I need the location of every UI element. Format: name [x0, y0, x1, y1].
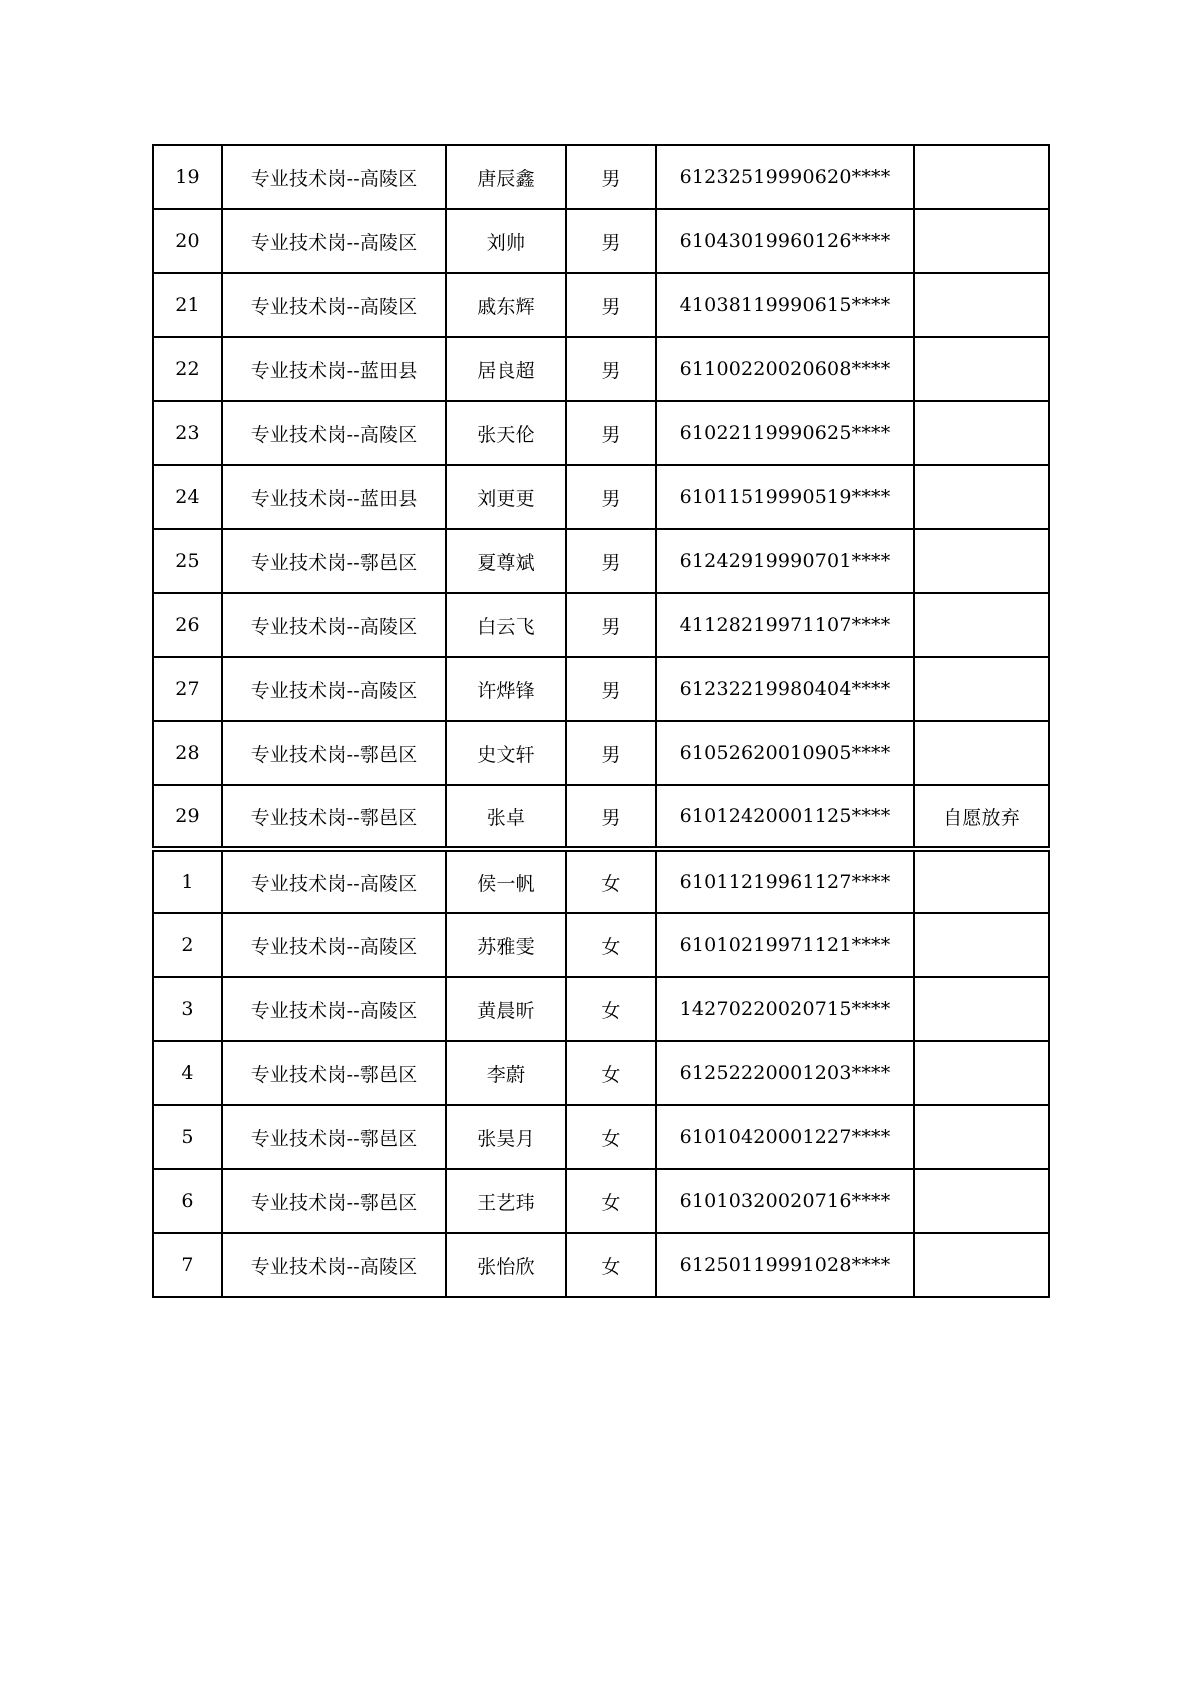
row-number-cell: 21 — [153, 273, 222, 337]
row-number-cell: 5 — [153, 1105, 222, 1169]
gender-cell: 女 — [566, 849, 656, 913]
table-row — [153, 1105, 1049, 1169]
table-row — [153, 145, 1049, 209]
remark-cell — [914, 1105, 1049, 1169]
remark-cell — [914, 1233, 1049, 1297]
candidate-name-cell: 李蔚 — [446, 1041, 566, 1105]
remark-cell — [914, 1169, 1049, 1233]
candidate-name-cell: 张昊月 — [446, 1105, 566, 1169]
table-row — [153, 849, 1049, 913]
candidate-name-cell: 张卓 — [446, 785, 566, 849]
row-number-cell: 27 — [153, 657, 222, 721]
post-name-cell: 专业技术岗--高陵区 — [222, 209, 446, 273]
candidate-name-cell: 张怡欣 — [446, 1233, 566, 1297]
gender-cell: 女 — [566, 913, 656, 977]
id-number-cell: 61022119990625**** — [656, 401, 914, 465]
id-number-cell: 61052620010905**** — [656, 721, 914, 785]
gender-cell: 女 — [566, 977, 656, 1041]
remark-cell — [914, 337, 1049, 401]
post-name-cell: 专业技术岗--高陵区 — [222, 145, 446, 209]
post-name-cell: 专业技术岗--蓝田县 — [222, 465, 446, 529]
row-number-cell: 19 — [153, 145, 222, 209]
remark-cell — [914, 593, 1049, 657]
remark-cell — [914, 849, 1049, 913]
row-number-cell: 24 — [153, 465, 222, 529]
candidate-name-cell: 史文轩 — [446, 721, 566, 785]
post-name-cell: 专业技术岗--高陵区 — [222, 401, 446, 465]
candidate-name-cell: 侯一帆 — [446, 849, 566, 913]
gender-cell: 男 — [566, 337, 656, 401]
candidate-name-cell: 黄晨昕 — [446, 977, 566, 1041]
id-number-cell: 61010320020716**** — [656, 1169, 914, 1233]
id-number-cell: 61100220020608**** — [656, 337, 914, 401]
row-number-cell: 26 — [153, 593, 222, 657]
row-number-cell: 2 — [153, 913, 222, 977]
gender-cell: 男 — [566, 721, 656, 785]
post-name-cell: 专业技术岗--高陵区 — [222, 273, 446, 337]
table-row — [153, 401, 1049, 465]
post-name-cell: 专业技术岗--高陵区 — [222, 657, 446, 721]
post-name-cell: 专业技术岗--鄠邑区 — [222, 1169, 446, 1233]
remark-cell — [914, 465, 1049, 529]
table-row — [153, 721, 1049, 785]
remark-cell — [914, 1041, 1049, 1105]
remark-cell — [914, 145, 1049, 209]
table-row — [153, 1169, 1049, 1233]
table-row — [153, 209, 1049, 273]
table-row — [153, 785, 1049, 849]
remark-cell: 自愿放弃 — [914, 785, 1049, 849]
post-name-cell: 专业技术岗--高陵区 — [222, 593, 446, 657]
candidate-name-cell: 居良超 — [446, 337, 566, 401]
post-name-cell: 专业技术岗--鄠邑区 — [222, 1105, 446, 1169]
candidate-name-cell: 刘帅 — [446, 209, 566, 273]
row-number-cell: 23 — [153, 401, 222, 465]
post-name-cell: 专业技术岗--鄠邑区 — [222, 529, 446, 593]
post-name-cell: 专业技术岗--高陵区 — [222, 849, 446, 913]
id-number-cell: 61250119991028**** — [656, 1233, 914, 1297]
remark-cell — [914, 913, 1049, 977]
row-number-cell: 7 — [153, 1233, 222, 1297]
id-number-cell: 61011519990519**** — [656, 465, 914, 529]
remark-cell — [914, 721, 1049, 785]
row-number-cell: 20 — [153, 209, 222, 273]
row-number-cell: 29 — [153, 785, 222, 849]
row-number-cell: 6 — [153, 1169, 222, 1233]
candidate-name-cell: 许烨锋 — [446, 657, 566, 721]
table-row — [153, 1233, 1049, 1297]
id-number-cell: 61010420001227**** — [656, 1105, 914, 1169]
candidate-name-cell: 唐辰鑫 — [446, 145, 566, 209]
table-row — [153, 529, 1049, 593]
row-number-cell: 4 — [153, 1041, 222, 1105]
post-name-cell: 专业技术岗--蓝田县 — [222, 337, 446, 401]
candidate-name-cell: 夏尊斌 — [446, 529, 566, 593]
candidate-name-cell: 白云飞 — [446, 593, 566, 657]
id-number-cell: 61043019960126**** — [656, 209, 914, 273]
row-number-cell: 25 — [153, 529, 222, 593]
gender-cell: 男 — [566, 401, 656, 465]
candidate-name-cell: 张天伦 — [446, 401, 566, 465]
id-number-cell: 41038119990615**** — [656, 273, 914, 337]
gender-cell: 女 — [566, 1169, 656, 1233]
gender-cell: 男 — [566, 209, 656, 273]
remark-cell — [914, 209, 1049, 273]
post-name-cell: 专业技术岗--高陵区 — [222, 977, 446, 1041]
table-row — [153, 977, 1049, 1041]
id-number-cell: 41128219971107**** — [656, 593, 914, 657]
post-name-cell: 专业技术岗--高陵区 — [222, 1233, 446, 1297]
gender-cell: 女 — [566, 1105, 656, 1169]
row-number-cell: 28 — [153, 721, 222, 785]
gender-cell: 男 — [566, 529, 656, 593]
gender-cell: 男 — [566, 273, 656, 337]
remark-cell — [914, 977, 1049, 1041]
candidate-table — [152, 144, 1050, 1298]
gender-cell: 男 — [566, 593, 656, 657]
table-row — [153, 593, 1049, 657]
gender-cell: 男 — [566, 145, 656, 209]
candidate-name-cell: 苏雅雯 — [446, 913, 566, 977]
row-number-cell: 3 — [153, 977, 222, 1041]
id-number-cell: 61232219980404**** — [656, 657, 914, 721]
post-name-cell: 专业技术岗--鄠邑区 — [222, 785, 446, 849]
remark-cell — [914, 273, 1049, 337]
table-row — [153, 1041, 1049, 1105]
row-number-cell: 1 — [153, 849, 222, 913]
id-number-cell: 61242919990701**** — [656, 529, 914, 593]
gender-cell: 女 — [566, 1041, 656, 1105]
post-name-cell: 专业技术岗--高陵区 — [222, 913, 446, 977]
remark-cell — [914, 529, 1049, 593]
id-number-cell: 61010219971121**** — [656, 913, 914, 977]
candidate-name-cell: 王艺玮 — [446, 1169, 566, 1233]
gender-cell: 男 — [566, 785, 656, 849]
candidate-name-cell: 刘更更 — [446, 465, 566, 529]
document-page — [152, 144, 1048, 1298]
table-row — [153, 273, 1049, 337]
id-number-cell: 61232519990620**** — [656, 145, 914, 209]
row-number-cell: 22 — [153, 337, 222, 401]
id-number-cell: 61011219961127**** — [656, 849, 914, 913]
candidate-name-cell: 戚东辉 — [446, 273, 566, 337]
id-number-cell: 14270220020715**** — [656, 977, 914, 1041]
post-name-cell: 专业技术岗--鄠邑区 — [222, 1041, 446, 1105]
table-row — [153, 465, 1049, 529]
remark-cell — [914, 401, 1049, 465]
id-number-cell: 61252220001203**** — [656, 1041, 914, 1105]
gender-cell: 男 — [566, 465, 656, 529]
table-row — [153, 337, 1049, 401]
table-row — [153, 657, 1049, 721]
remark-cell — [914, 657, 1049, 721]
id-number-cell: 61012420001125**** — [656, 785, 914, 849]
gender-cell: 女 — [566, 1233, 656, 1297]
post-name-cell: 专业技术岗--鄠邑区 — [222, 721, 446, 785]
table-row — [153, 913, 1049, 977]
table-body — [153, 145, 1049, 1297]
gender-cell: 男 — [566, 657, 656, 721]
